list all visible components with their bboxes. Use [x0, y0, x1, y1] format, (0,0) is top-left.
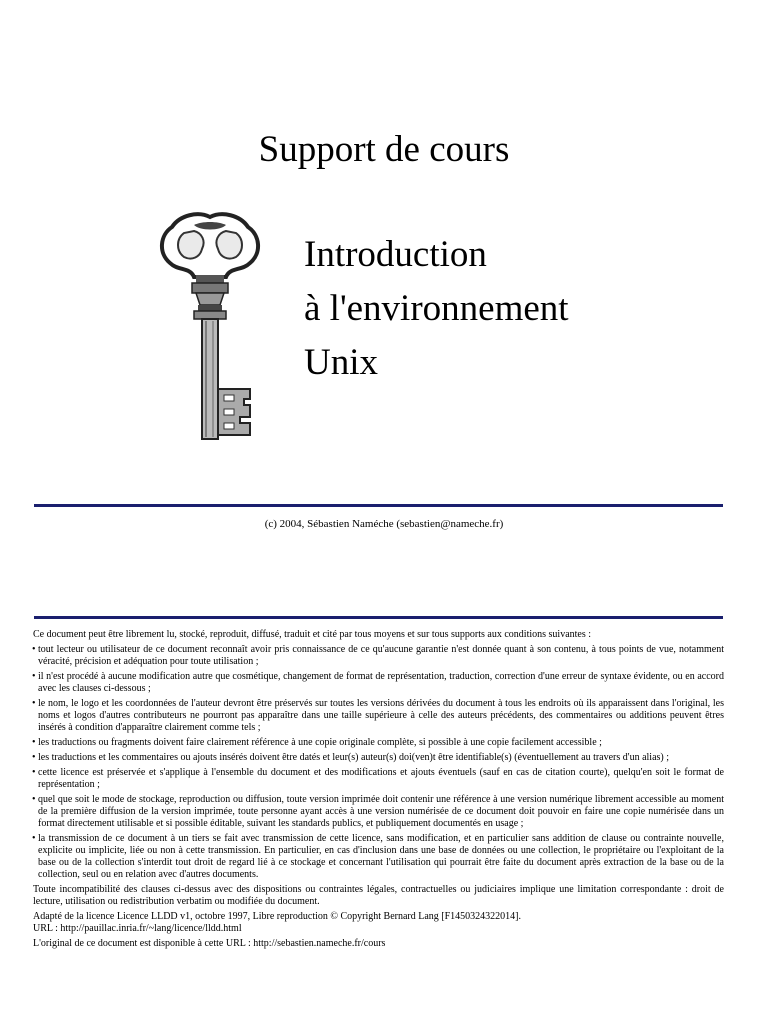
license-adapted-from: Adapté de la licence Licence LLDD v1, octobre 1997, Libre reproduction © Copyright Bernard Lang [F1450324322014]. — [33, 911, 522, 922]
divider-top — [34, 504, 723, 507]
license-clause: • les traductions et les commentaires ou ajouts insérés doivent être datés et leur(s) auteur(s) doi(ven)t être identifiable(s) (éventuellement au travers d'un alias) ; — [33, 752, 724, 764]
skeleton-key-icon — [150, 205, 270, 445]
copyright-notice: (c) 2004, Sébastien Naméche (sebastien@nameche.fr) — [264, 518, 504, 530]
page-title: Support de cours — [258, 129, 510, 170]
subtitle-line: Introduction — [304, 234, 487, 275]
license-clause: • le nom, le logo et les coordonnées de l'auteur devront être préservés sur toutes les versions dérivées du document à tous les endroits où ils apparaissent dans l'original, les noms et logos d'autres contributeurs ne pourront pas apparaître dans une taille supérieure à celle des auteurs précédents, des commentaires ou additions peuvent êtres insérés à condition d'apparaître clairement comme tels ; — [33, 698, 724, 734]
divider-bottom — [34, 616, 723, 619]
license-clauses — [33, 644, 724, 881]
license-clause: • la transmission de ce document à un tiers se fait avec transmission de cette licence, sans modification, et en particulier sans addition de clause ou contrainte nouvelle, explicite ou implicite, liée ou non à cette transmission. En particulier, en cas d'inclusion dans une base de données ou une collection, le propriétaire ou l'exploitant de la base ou de la collection s'interdit tout droit de regard lié à ce stockage et concernant l'utilisation qui pourrait être faite du document après extraction de la base ou de la collection, seul ou en relation avec d'autres documents. — [33, 833, 724, 881]
course-subtitle — [304, 228, 569, 390]
license-clause: • quel que soit le mode de stockage, reproduction ou diffusion, toute version imprimée doit contenir une référence à une version numérique librement accessible au moment de la première diffusion de la version imprimée, toute personne ayant accès à une version numérisée de ce document doit pouvoir en faire une copie numérisée dans un format directement utilisable et si possible éditable, suivant les standards publics, et publiquement documentés en usage ; — [33, 794, 724, 830]
license-clause: • tout lecteur ou utilisateur de ce document reconnaît avoir pris connaissance de ce qu'aucune garantie n'est donnée quant à son contenu, à tous points de vue, notamment véracité, précision et adéquation pour toute utilisation ; — [33, 644, 724, 668]
original-url: L'original de ce document est disponible à cette URL : http://sebastien.nameche.fr/cours — [33, 938, 386, 949]
license-clause: • il n'est procédé à aucune modification autre que cosmétique, changement de format de représentation, traduction, correction d'une erreur de syntaxe évidente, ou en accord avec les clauses ci-dessous ; — [33, 671, 724, 695]
license-url: URL : http://pauillac.inria.fr/~lang/licence/lldd.html — [33, 923, 242, 934]
license-intro: Ce document peut être librement lu, stocké, reproduit, diffusé, traduit et cité par tous moyens et sur tous supports aux conditions suivantes : — [33, 629, 592, 640]
license-clause: • les traductions ou fragments doivent faire clairement référence à une copie originale complète, si possible à une copie facilement accessible ; — [33, 737, 724, 749]
license-incompatibility: Toute incompatibilité des clauses ci-dessus avec des dispositions ou contraintes légales, contractuelles ou judiciaires implique une limitation correspondante : droit de lecture, utilisation ou redistribution verbatim ou modifiée du document. — [33, 884, 724, 907]
subtitle-line: Unix — [304, 342, 378, 383]
license-clause: • cette licence est préservée et s'applique à l'ensemble du document et des modifications et ajouts éventuels (sauf en cas de citation courte), quelqu'en soit le format de représentation ; — [33, 767, 724, 791]
license-text — [33, 629, 724, 953]
subtitle-line: à l'environnement — [304, 288, 569, 329]
